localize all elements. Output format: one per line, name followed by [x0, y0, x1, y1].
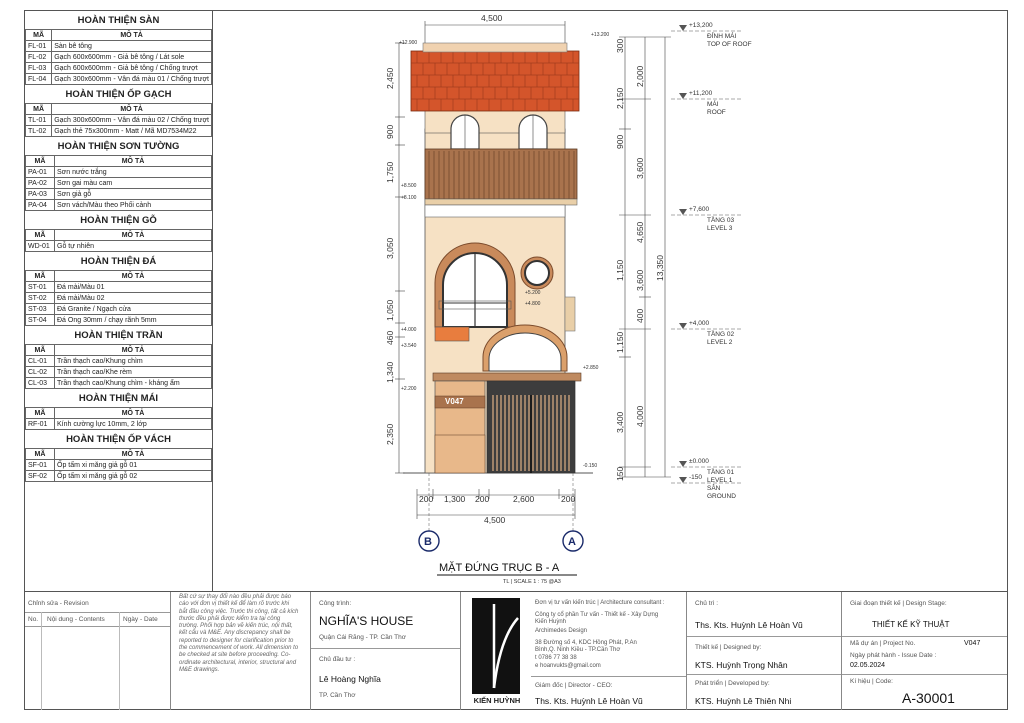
legend-table — [25, 344, 212, 389]
svg-text:3,600: 3,600 — [635, 157, 645, 179]
legend-row — [26, 241, 212, 252]
svg-text:B: B — [424, 536, 432, 548]
svg-text:A: A — [568, 536, 576, 548]
consultant-cell: Đơn vị tư vấn kiến trúc | Architecture consultant : Công ty cổ phần Tư vấn - Thiết kế - Xây Dựng Kiến Huỳnh Archimedes Design 38 Đường số 4, KDC Hồng Phát, P.An Bình,Q. Ninh Kiều - TP.Cần Thơ t 0786 77 38 38 e hoanvukts@gmail.com Giám đốc | Director - CEO: Ths. Kts. Huỳnh Lê Hoàn Vũ — [531, 592, 687, 710]
svg-text:3,400: 3,400 — [615, 411, 625, 433]
email-icon: e — [535, 663, 539, 669]
level-marker-icon — [679, 25, 687, 31]
legend-code: TL-02 — [26, 126, 52, 137]
project-cell: Công trình: NGHĨA'S HOUSE Quận Cái Răng - TP. Cần Thơ Chủ đầu tư : Lê Hoàng Nghĩa TP. Cần Thơ — [311, 592, 461, 710]
svg-text:900: 900 — [615, 134, 625, 149]
legend-row — [26, 189, 212, 200]
legend-row — [26, 41, 212, 52]
legend-desc: Sơn nước trắng — [55, 167, 212, 178]
legend-header-code: MÃ — [26, 156, 55, 167]
svg-text:3,050: 3,050 — [385, 237, 395, 259]
svg-text:+13.200: +13.200 — [591, 32, 610, 38]
legend-table — [25, 29, 212, 85]
owner-name: Lê Hoàng Nghĩa — [319, 674, 381, 684]
legend-header-code: MÃ — [26, 230, 55, 241]
svg-text:2,350: 2,350 — [385, 423, 395, 445]
level-name: TẦNG 01 — [707, 469, 735, 476]
svg-text:3,600: 3,600 — [635, 269, 645, 291]
level-marker-icon — [679, 93, 687, 99]
legend-desc: Gạch 600x600mm - Giả bê tông / Chống trượt — [52, 63, 212, 74]
svg-text:2,450: 2,450 — [385, 67, 395, 89]
legend-header-code: MÃ — [26, 408, 55, 419]
designer-name: KTS. Huỳnh Trọng Nhân — [695, 660, 788, 670]
legend-code: FL-04 — [26, 74, 52, 85]
legend-section-title: HOÀN THIỆN ĐÁ — [80, 256, 157, 267]
legend-table — [25, 270, 212, 326]
legend-code: WD-01 — [26, 241, 55, 252]
svg-text:+8.100: +8.100 — [401, 195, 417, 201]
svg-text:2,600: 2,600 — [513, 494, 535, 504]
main-arch-window — [435, 243, 515, 327]
legend-code: SF-01 — [26, 460, 55, 471]
level-elevation: +7,600 — [689, 206, 710, 213]
legend-code: PA-01 — [26, 167, 55, 178]
svg-text:900: 900 — [385, 124, 395, 139]
staff-cell: Chủ trì : Ths. Kts. Huỳnh Lê Hoàn Vũ Thiết kế | Designed by: KTS. Huỳnh Trọng Nhân Phát triển | Developed by: KTS. Huỳnh Lê Thiên Nhi — [687, 592, 842, 710]
tile-roof — [411, 43, 579, 111]
svg-text:2,000: 2,000 — [635, 65, 645, 87]
legend-desc: Sàn bê tông — [52, 41, 212, 52]
legend-row — [26, 419, 212, 430]
legend-desc: Đá mài/Màu 02 — [55, 293, 212, 304]
level-name: TẦNG 02 — [707, 331, 735, 338]
legend-desc: Đá Granite / Ngạch cửa — [55, 304, 212, 315]
left-dim-labels — [385, 67, 395, 445]
svg-text:1,050: 1,050 — [385, 299, 395, 321]
legend-desc: Ốp tấm xi măng giả gỗ 01 — [55, 460, 212, 471]
level-elevation: +11,200 — [689, 90, 713, 97]
legend-header-code: MÃ — [26, 30, 52, 41]
svg-text:200: 200 — [561, 494, 576, 504]
logo-cell — [461, 592, 531, 710]
legend-row — [26, 315, 212, 326]
legend-row — [26, 367, 212, 378]
stage-cell: Giai đoạn thiết kế | Design Stage: THIẾT KẾ KỸ THUẬT Mã dự án | Project No. V047 Ngày phát hành - Issue Date : 02.05.2024 Kí hiệu | Code: A-30001 — [842, 592, 1007, 710]
legend-header-code: MÃ — [26, 104, 52, 115]
legend-row — [26, 126, 212, 137]
revision-label: Chỉnh sửa - Revision — [28, 600, 89, 607]
legend-desc: Gỗ tự nhiên — [55, 241, 212, 252]
finish-legend — [25, 11, 213, 591]
legend-header-desc: MÔ TẢ — [55, 408, 212, 419]
project-number: V047 — [964, 640, 981, 647]
level-elevation: ±0.000 — [689, 458, 709, 465]
svg-text:-0.150: -0.150 — [583, 463, 598, 469]
level-marker-icon — [679, 323, 687, 329]
level-marker-icon — [679, 209, 687, 215]
legend-row — [26, 200, 212, 211]
legend-header-desc: MÔ TẢ — [55, 230, 212, 241]
phone-icon: t — [535, 655, 537, 661]
svg-text:1,340: 1,340 — [385, 361, 395, 383]
legend-section-title: HOÀN THIỆN SƠN TƯỜNG — [57, 141, 180, 152]
legend-desc: Gạch 600x600mm - Giả bê tông / Lát sole — [52, 52, 212, 63]
legend-code: TL-01 — [26, 115, 52, 126]
legend-code: FL-01 — [26, 41, 52, 52]
legend-section-title: HOÀN THIỆN ỐP GẠCH — [65, 89, 172, 100]
wood-louvre-balcony — [425, 149, 577, 217]
chair-name: Ths. Kts. Huỳnh Lê Hoàn Vũ — [695, 620, 803, 630]
view-title: MẶT ĐỨNG TRỤC B - A — [439, 562, 560, 574]
legend-row — [26, 304, 212, 315]
top-dimension — [425, 21, 565, 43]
legend-header-code: MÃ — [26, 345, 55, 356]
disclaimer-note: Bất cứ sự thay đổi nào đều phải được báo cáo với đơn vị thiết kế để làm rõ trước khi bắt đầu công việc. Trước thi công, tất cả kích thước đều phải được kiểm tra tại công trường. Phối hợp bản vẽ kiến trúc, nội thất, kết cấu và M&E. Any discrepancy shall be reported to designer for clarification prior to the commencement of work. All dimension to be checked at site before proceeding. Co-ordinate architectural, interior, structural and M&E drawings. — [179, 594, 299, 673]
level-marker-icon — [679, 461, 687, 467]
legend-desc: Trần thạch cao/Khung chìm — [55, 356, 212, 367]
note-cell — [171, 592, 311, 710]
svg-text:1,150: 1,150 — [615, 331, 625, 353]
legend-desc: Gạch thẻ 75x300mm - Matt / Mã MD7534M22 — [52, 126, 212, 137]
svg-text:1,150: 1,150 — [615, 259, 625, 281]
legend-row — [26, 115, 212, 126]
legend-section-title: HOÀN THIỆN SÀN — [77, 15, 160, 26]
legend-row — [26, 471, 212, 482]
legend-code: CL-01 — [26, 356, 55, 367]
side-ledge — [565, 297, 575, 331]
svg-text:150: 150 — [615, 466, 625, 481]
developer-name: KTS. Huỳnh Lê Thiên Nhi — [695, 696, 792, 706]
top-width-label: 4,500 — [481, 13, 503, 23]
legend-desc: Trần thạch cao/Khung chìm - kháng ẩm — [55, 378, 212, 389]
left-dimensions — [395, 43, 405, 473]
legend-header-desc: MÔ TẢ — [55, 449, 212, 460]
legend-code: ST-02 — [26, 293, 55, 304]
legend-code: CL-03 — [26, 378, 55, 389]
legend-row — [26, 356, 212, 367]
legend-table — [25, 448, 212, 482]
design-stage: THIẾT KẾ KỸ THUẬT — [872, 620, 950, 629]
legend-header-desc: MÔ TẢ — [52, 104, 212, 115]
legend-desc: Sơn vách/Màu theo Phối cảnh — [55, 200, 212, 211]
legend-header-code: MÃ — [26, 449, 55, 460]
project-name: NGHĨA'S HOUSE — [319, 614, 414, 628]
right-dim-labels — [615, 39, 665, 481]
legend-header-desc: MÔ TẢ — [55, 271, 212, 282]
level-marker-icon — [679, 477, 687, 483]
legend-code: ST-03 — [26, 304, 55, 315]
level-name: TẦNG 03 — [707, 217, 735, 224]
svg-text:+12.900: +12.900 — [399, 40, 418, 46]
legend-code: PA-03 — [26, 189, 55, 200]
level-name-en: GROUND — [707, 493, 736, 500]
legend-table — [25, 103, 212, 137]
legend-section-title: HOÀN THIỆN GỖ — [80, 215, 157, 226]
svg-text:4,500: 4,500 — [484, 515, 506, 525]
ground-floor — [433, 373, 581, 473]
svg-text:200: 200 — [475, 494, 490, 504]
svg-text:+2.200: +2.200 — [401, 386, 417, 392]
level-name-en: LEVEL 2 — [707, 339, 733, 346]
legend-row — [26, 293, 212, 304]
revision-cell: Chỉnh sửa - Revision No. Nội dung - Contents Ngày - Date — [25, 592, 171, 710]
legend-table — [25, 407, 212, 430]
legend-section-title: HOÀN THIỆN MÁI — [78, 393, 159, 404]
legend-code: FL-03 — [26, 63, 52, 74]
level-name-en: LEVEL 1 — [707, 477, 733, 484]
house-number: V047 — [445, 397, 464, 406]
legend-header-desc: MÔ TẢ — [55, 156, 212, 167]
legend-code: PA-02 — [26, 178, 55, 189]
svg-text:400: 400 — [635, 308, 645, 323]
level-name-en: LEVEL 3 — [707, 225, 733, 232]
svg-text:4,000: 4,000 — [635, 405, 645, 427]
svg-text:+5.200: +5.200 — [525, 290, 541, 296]
legend-row — [26, 52, 212, 63]
level-markers — [671, 22, 752, 500]
legend-desc: Trần thạch cao/Khe rèm — [55, 367, 212, 378]
legend-section-title: HOÀN THIỆN ỐP VÁCH — [66, 434, 171, 445]
legend-code: SF-02 — [26, 471, 55, 482]
svg-text:1,300: 1,300 — [444, 494, 466, 504]
svg-text:+3.540: +3.540 — [401, 343, 417, 349]
legend-table — [25, 155, 212, 211]
level-name-en: ROOF — [707, 109, 726, 116]
view-scale: TL | SCALE 1 : 75 @A3 — [503, 579, 561, 585]
level-name: MÁI — [707, 101, 719, 108]
legend-desc: Kính cường lực 10mm, 2 lớp — [55, 419, 212, 430]
legend-row — [26, 378, 212, 389]
legend-row — [26, 178, 212, 189]
svg-text:460: 460 — [385, 330, 395, 345]
level-elevation: +4,000 — [689, 320, 710, 327]
svg-text:13,350: 13,350 — [655, 255, 665, 281]
legend-desc: Sơn gai màu cam — [55, 178, 212, 189]
legend-row — [26, 282, 212, 293]
drawing-code: A-30001 — [902, 690, 955, 706]
legend-header-desc: MÔ TẢ — [52, 30, 212, 41]
legend-code: RF-01 — [26, 419, 55, 430]
director-name: Ths. Kts. Huỳnh Lê Hoàn Vũ — [535, 696, 643, 706]
level-elevation: -150 — [689, 474, 703, 481]
svg-text:300: 300 — [615, 38, 625, 53]
svg-text:4,650: 4,650 — [635, 221, 645, 243]
legend-desc: Gạch 300x600mm - Vân đá màu 02 / Chống trượt — [52, 115, 212, 126]
logo-text: KIẾN HUỲNH — [473, 696, 521, 705]
level-elevation: +13,200 — [689, 22, 713, 29]
level-name: SÂN — [707, 485, 721, 492]
legend-section-title: HOÀN THIỆN TRẦN — [74, 330, 163, 341]
svg-text:200: 200 — [419, 494, 434, 504]
title-block — [25, 591, 1007, 710]
legend-table — [25, 229, 212, 252]
legend-row — [26, 460, 212, 471]
issue-date: 02.05.2024 — [850, 662, 886, 669]
round-window — [521, 257, 553, 289]
svg-text:2,150: 2,150 — [615, 87, 625, 109]
legend-row — [26, 74, 212, 85]
legend-desc: Gạch 300x600mm - Vân đá màu 01 / Chống trượt — [52, 74, 212, 85]
legend-code: ST-01 — [26, 282, 55, 293]
svg-text:1,750: 1,750 — [385, 161, 395, 183]
svg-text:+4.000: +4.000 — [401, 327, 417, 333]
svg-text:+4.800: +4.800 — [525, 301, 541, 307]
legend-row — [26, 167, 212, 178]
legend-desc: Đá Ong 30mm / chạy rãnh 5mm — [55, 315, 212, 326]
legend-desc: Ốp tấm xi măng giả gỗ 02 — [55, 471, 212, 482]
legend-code: ST-04 — [26, 315, 55, 326]
legend-header-desc: MÔ TẢ — [55, 345, 212, 356]
firm-logo — [472, 598, 520, 694]
legend-row — [26, 63, 212, 74]
grid-bubble-a — [563, 473, 583, 551]
level-name: ĐỈNH MÁI — [707, 33, 737, 40]
grid-bubble-b — [419, 473, 439, 551]
elevation-drawing — [213, 11, 1007, 591]
legend-desc: Đá mài/Màu 01 — [55, 282, 212, 293]
legend-code: CL-02 — [26, 367, 55, 378]
level-name-en: TOP OF ROOF — [707, 41, 752, 48]
legend-desc: Sơn giả gỗ — [55, 189, 212, 200]
legend-code: FL-02 — [26, 52, 52, 63]
legend-code: PA-04 — [26, 200, 55, 211]
legend-header-code: MÃ — [26, 271, 55, 282]
svg-text:+2.850: +2.850 — [583, 365, 599, 371]
elevation-svg — [213, 11, 1007, 591]
svg-text:+8.500: +8.500 — [401, 183, 417, 189]
